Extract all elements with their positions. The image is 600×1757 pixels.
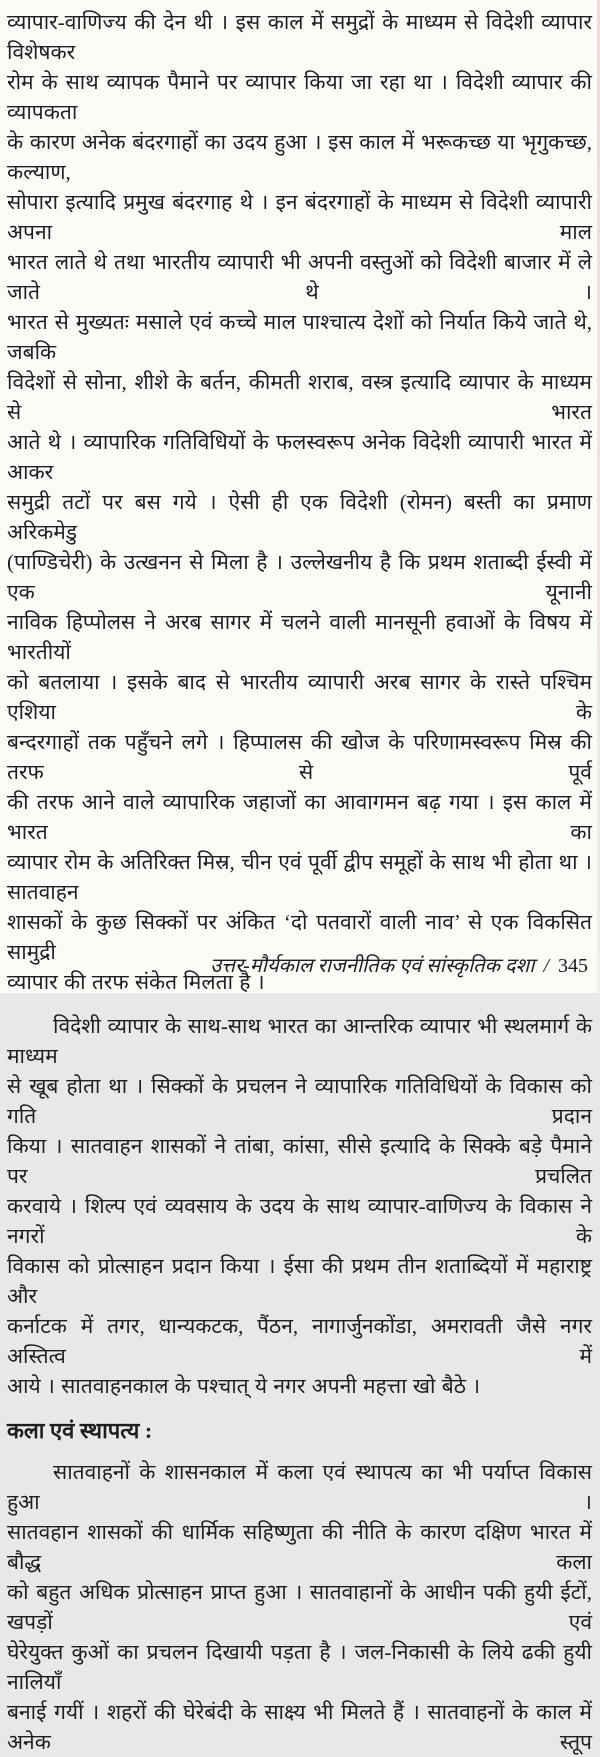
text-line: बन्दरगाहों तक पहुँचने लगे । हिप्पालस की खोज के परिणामस्वरूप मिस्र की तरफ से पूर्व — [7, 730, 592, 784]
text-line: से खूब होता था । सिक्कों के प्रचलन ने व्यापारिक गतिविधियों के विकास को गति प्रदान — [7, 1074, 592, 1128]
paragraph — [7, 1011, 592, 1401]
paragraph — [7, 1457, 592, 1757]
text-line: (पाण्डिचेरी) के उत्खनन से मिला है । उल्लेखनीय है कि प्रथम शताब्दी ईस्वी में एक यूनानी — [7, 550, 592, 604]
footer-chapter-title: उत्तर-मौर्यकाल राजनीतिक एवं सांस्कृतिक दशा — [210, 955, 535, 977]
text-line: शासकों के कुछ सिक्कों पर अंकित ‘दो पतवारों वाली नाव’ से एक विकसित सामुद्री — [7, 910, 592, 964]
text-line: सोपारा इत्यादि प्रमुख बंदरगाह थे । इन बंदरगाहों के माध्यम से विदेशी व्यापारी अपना माल — [7, 190, 592, 244]
text-line: आते थे । व्यापारिक गतिविधियों के फलस्वरूप अनेक विदेशी व्यापारी भारत में आकर — [7, 430, 592, 484]
section-heading: कला एवं स्थापत्य : — [7, 1418, 153, 1443]
footer-separator: / — [543, 955, 549, 977]
text-line: भारत लाते थे तथा भारतीय व्यापारी भी अपनी वस्तुओं को विदेशी बाजार में ले जाते थे । — [7, 250, 592, 304]
text-line: व्यापार रोम के अतिरिक्त मिस्र, चीन एवं पूर्वी द्वीप समूहों के साथ भी होता था । सातवाहन — [7, 850, 592, 904]
text-line: आये । सातवाहनकाल के पश्चात् ये नगर अपनी महत्ता खो बैठे । — [7, 1374, 481, 1398]
text-line: रोम के साथ व्यापक पैमाने पर व्यापार किया जा रहा था । विदेशी व्यापार की व्यापकता — [7, 70, 592, 124]
text-line: विकास को प्रोत्साहन प्रदान किया । ईसा की प्रथम तीन शताब्दियों में महाराष्ट्र और — [7, 1254, 592, 1308]
text-line: विदेशी व्यापार के साथ-साथ भारत का आन्तरिक व्यापार भी स्थलमार्ग के माध्यम — [7, 1014, 592, 1068]
text-line: व्यापार-वाणिज्य की देन थी । इस काल में समुद्रों के माध्यम से विदेशी व्यापार विशेषकर — [7, 10, 592, 64]
text-line: सातवाहनों के शासनकाल में कला एवं स्थापत्य का भी पर्याप्त विकास हुआ । — [7, 1460, 592, 1514]
footer-page-number: 345 — [558, 955, 588, 977]
page-footer — [210, 953, 588, 979]
text-line: बनाई गयीं । शहरों की घेरेबंदी के साक्ष्य भी मिलते हैं । सातवाहनों के काल में अनेक स्तूप — [7, 1700, 592, 1754]
text-line: की तरफ आने वाले व्यापारिक जहाजों का आवागमन बढ़ गया । इस काल में भारत का — [7, 790, 592, 844]
text-line: घेरेयुक्त कुओं का प्रचलन दिखायी पड़ता है । जल-निकासी के लिये ढकी हुयी नालियाँ — [7, 1640, 592, 1694]
text-line: विदेशों से सोना, शीशे के बर्तन, कीमती शराब, वस्त्र इत्यादि व्यापार के माध्यम से भारत — [7, 370, 592, 424]
text-line: के कारण अनेक बंदरगाहों का उदय हुआ । इस काल में भरूकच्छ या भृगुकच्छ, कल्याण, — [7, 130, 592, 184]
text-body — [7, 7, 592, 1757]
text-line: को बतलाया । इसके बाद से भारतीय व्यापारी अरब सागर के रास्ते पश्चिम एशिया के — [7, 670, 592, 724]
text-line: करवाये । शिल्प एवं व्यवसाय के उदय के साथ व्यापार-वाणिज्य के विकास ने नगरों के — [7, 1194, 592, 1248]
text-line: सातवहान शासकों की धार्मिक सहिष्णुता की नीति के कारण दक्षिण भारत में बौद्ध कला — [7, 1520, 592, 1574]
text-line: कर्नाटक में तगर, धान्यकटक, पैंठन, नागार्जुनकोंडा, अमरावती जैसे नगर अस्तित्व में — [7, 1314, 592, 1368]
paragraph — [7, 7, 592, 997]
text-line: भारत से मुख्यतः मसाले एवं कच्चे माल पाश्चात्य देशों को निर्यात किये जाते थे, जबकि — [7, 310, 592, 364]
text-line: किया । सातवाहन शासकों ने तांबा, कांसा, सीसे इत्यादि के सिक्के बड़े पैमाने पर प्रचलित — [7, 1134, 592, 1188]
text-line: को बहुत अधिक प्रोत्साहन प्राप्त हुआ । सातवाहानों के आधीन पकी हुयी ईटों, खपड़ों एवं — [7, 1580, 592, 1634]
text-line: नाविक हिप्पोलस ने अरब सागर में चलने वाली मानसूनी हवाओं के विषय में भारतीयों — [7, 610, 592, 664]
text-line: व्यापार की तरफ संकेत मिलता है । — [7, 970, 265, 994]
text-line: समुद्री तटों पर बस गये । ऐसी ही एक विदेशी (रोमन) बस्ती का प्रमाण अरिकमेडु — [7, 490, 592, 544]
